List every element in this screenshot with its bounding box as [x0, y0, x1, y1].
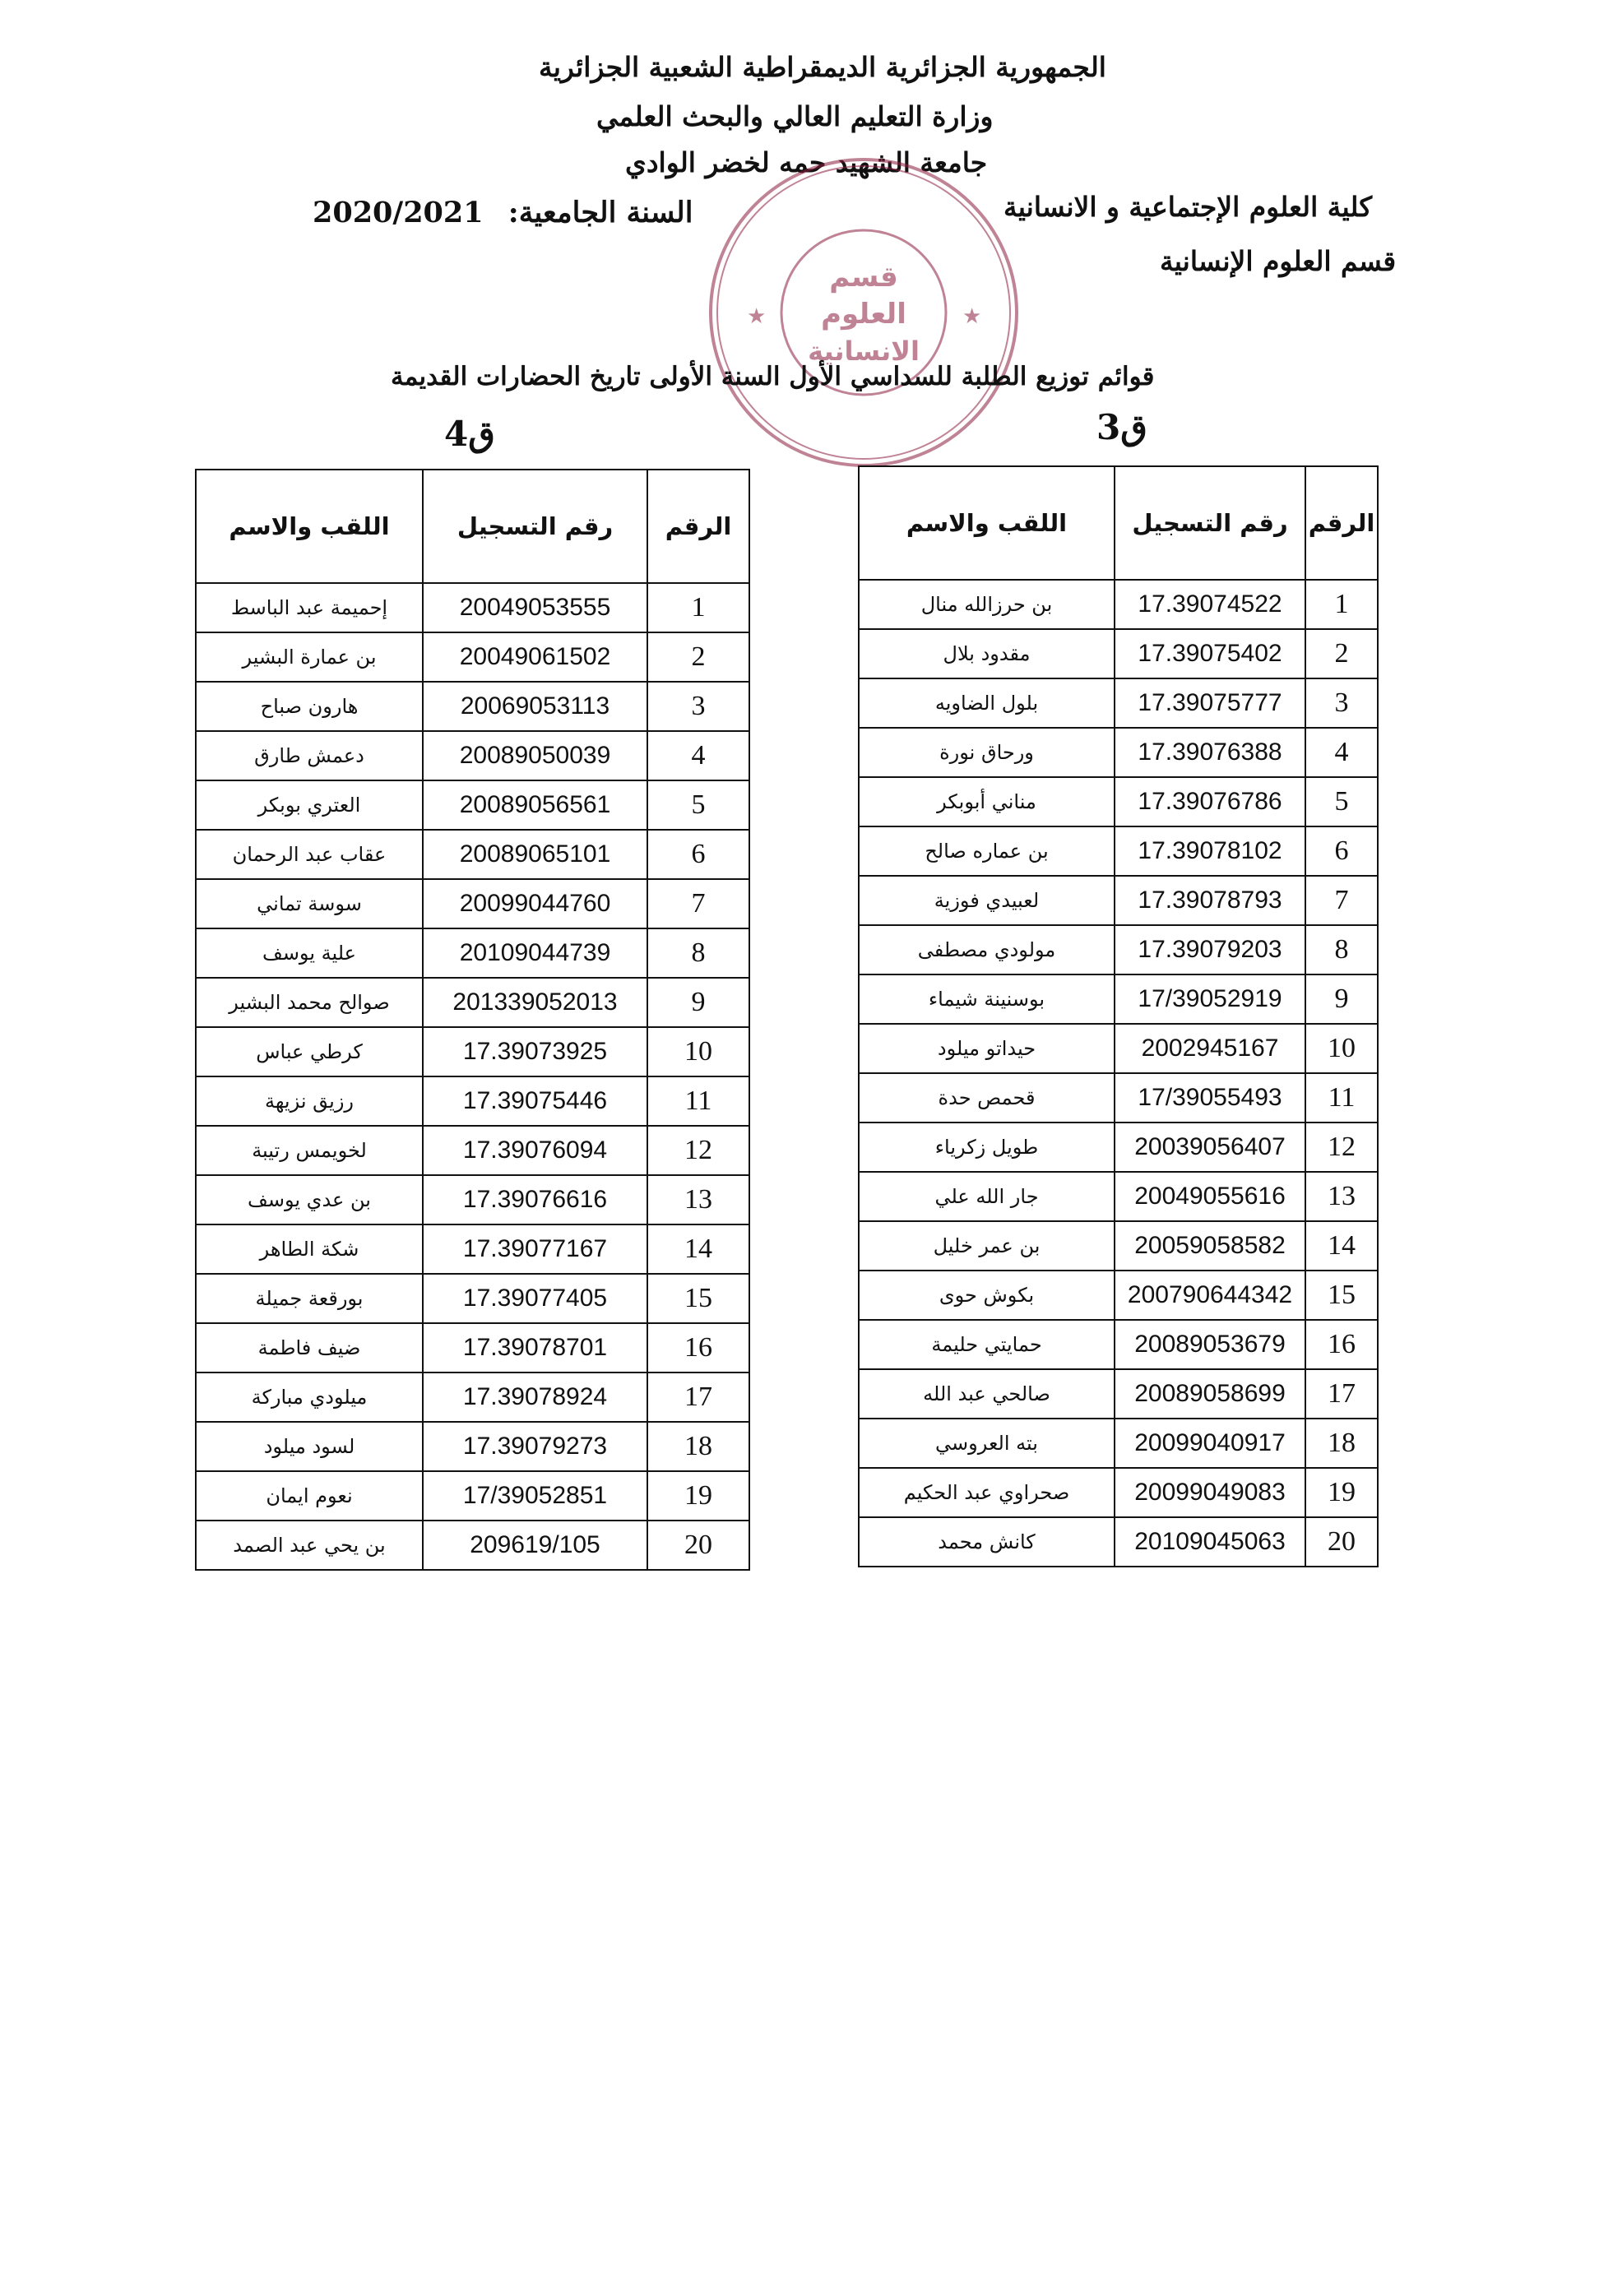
group-3-body — [859, 580, 1378, 1567]
stamp-inner-line2: العلوم — [821, 298, 906, 331]
registration-number: 201339052013 — [423, 978, 647, 1027]
row-number: 4 — [1305, 728, 1378, 777]
col-name-header: اللقب والاسم — [196, 470, 423, 583]
student-name: صحراوي عبد الحكيم — [859, 1468, 1115, 1517]
row-number: 6 — [1305, 826, 1378, 876]
registration-number: 20049053555 — [423, 583, 647, 632]
student-name: كرطي عباس — [196, 1027, 423, 1076]
student-name: شكة الطاهر — [196, 1224, 423, 1274]
registration-number: 20089053679 — [1115, 1320, 1305, 1369]
row-number: 2 — [647, 632, 749, 682]
row-number: 13 — [647, 1175, 749, 1224]
student-name: كانش محمد — [859, 1517, 1115, 1567]
row-number: 20 — [1305, 1517, 1378, 1567]
table-row — [196, 780, 749, 830]
document-title: قوائم توزيع الطلبة للسداسي الأول السنة الأولى تاريخ الحضارات القديمة — [391, 362, 1155, 391]
row-number: 17 — [647, 1373, 749, 1422]
row-number: 11 — [647, 1076, 749, 1126]
registration-number: 20049055616 — [1115, 1172, 1305, 1221]
registration-number: 20089058699 — [1115, 1369, 1305, 1419]
table-row — [859, 1024, 1378, 1073]
stamp-star-right: ★ — [962, 304, 982, 329]
row-number: 5 — [1305, 777, 1378, 826]
row-number: 9 — [1305, 974, 1378, 1024]
row-number: 12 — [1305, 1123, 1378, 1172]
row-number: 3 — [647, 682, 749, 731]
student-name: إحميمة عبد الباسط — [196, 583, 423, 632]
row-number: 18 — [647, 1422, 749, 1471]
row-number: 1 — [1305, 580, 1378, 629]
registration-number: 20089056561 — [423, 780, 647, 830]
row-number: 15 — [1305, 1271, 1378, 1320]
row-number: 16 — [647, 1323, 749, 1373]
table-row — [859, 1468, 1378, 1517]
student-name: بن عماره صالح — [859, 826, 1115, 876]
student-name: جار الله علي — [859, 1172, 1115, 1221]
registration-number: 17.39076388 — [1115, 728, 1305, 777]
student-name: بكوش حوى — [859, 1271, 1115, 1320]
department-stamp — [706, 155, 1022, 470]
table-row — [196, 1422, 749, 1471]
table-row — [196, 928, 749, 978]
col-num-header: الرقم — [647, 470, 749, 583]
table-row — [196, 978, 749, 1027]
registration-number: 20049061502 — [423, 632, 647, 682]
registration-number: 17.39076094 — [423, 1126, 647, 1175]
registration-number: 17/39052851 — [423, 1471, 647, 1521]
table-row — [859, 629, 1378, 678]
group-4-label: ق4 — [444, 414, 495, 454]
group-3-header-row — [859, 466, 1378, 580]
student-name: ورحاق نورة — [859, 728, 1115, 777]
student-name: علية يوسف — [196, 928, 423, 978]
group-4-body — [196, 583, 749, 1570]
registration-number: 17.39074522 — [1115, 580, 1305, 629]
table-row — [859, 728, 1378, 777]
student-name: لخويمس رتيبة — [196, 1126, 423, 1175]
student-name: لسود ميلود — [196, 1422, 423, 1471]
student-name: صالحي عبد الله — [859, 1369, 1115, 1419]
row-number: 10 — [1305, 1024, 1378, 1073]
student-name: بوسنينة شيماء — [859, 974, 1115, 1024]
row-number: 7 — [647, 879, 749, 928]
registration-number: 20089065101 — [423, 830, 647, 879]
registration-number: 20099044760 — [423, 879, 647, 928]
registration-number: 20069053113 — [423, 682, 647, 731]
student-name: بورقعة جميلة — [196, 1274, 423, 1323]
row-number: 10 — [647, 1027, 749, 1076]
group-4-table — [195, 469, 750, 1571]
student-name: قحمص حدة — [859, 1073, 1115, 1123]
row-number: 12 — [647, 1126, 749, 1175]
group-3-table — [858, 465, 1379, 1567]
table-row — [859, 1369, 1378, 1419]
registration-number: 20099049083 — [1115, 1468, 1305, 1517]
registration-number: 20109045063 — [1115, 1517, 1305, 1567]
table-row — [196, 1274, 749, 1323]
row-number: 19 — [1305, 1468, 1378, 1517]
registration-number: 17.39078793 — [1115, 876, 1305, 925]
header-department: قسم العلوم الإنسانية — [1160, 245, 1397, 277]
student-name: نعوم ايمان — [196, 1471, 423, 1521]
table-row — [859, 777, 1378, 826]
student-name: لعبيدي فوزية — [859, 876, 1115, 925]
table-row — [196, 1323, 749, 1373]
table-row — [196, 682, 749, 731]
row-number: 6 — [647, 830, 749, 879]
student-name: حيداتو ميلود — [859, 1024, 1115, 1073]
registration-number: 17.39075777 — [1115, 678, 1305, 728]
col-name-header: اللقب والاسم — [859, 466, 1115, 580]
registration-number: 17.39079203 — [1115, 925, 1305, 974]
registration-number: 209619/105 — [423, 1521, 647, 1570]
student-name: رزيق نزيهة — [196, 1076, 423, 1126]
col-num-header: الرقم — [1305, 466, 1378, 580]
registration-number: 17.39076616 — [423, 1175, 647, 1224]
student-name: مناني أبوبكر — [859, 777, 1115, 826]
table-row — [196, 879, 749, 928]
header-republic: الجمهورية الجزائرية الديمقراطية الشعبية الجزائرية — [539, 51, 1106, 83]
row-number: 8 — [1305, 925, 1378, 974]
stamp-star-left: ★ — [747, 304, 767, 329]
student-name: سوسة تماني — [196, 879, 423, 928]
stamp-inner-line3: الانسانية — [808, 336, 920, 367]
col-reg-header: رقم التسجيل — [423, 470, 647, 583]
registration-number: 20099040917 — [1115, 1419, 1305, 1468]
row-number: 19 — [647, 1471, 749, 1521]
row-number: 7 — [1305, 876, 1378, 925]
student-name: ضيف فاطمة — [196, 1323, 423, 1373]
header-faculty: كلية العلوم الإجتماعية و الانسانية — [1003, 191, 1373, 223]
table-row — [859, 826, 1378, 876]
row-number: 8 — [647, 928, 749, 978]
table-row — [196, 1521, 749, 1570]
row-number: 18 — [1305, 1419, 1378, 1468]
table-row — [196, 1175, 749, 1224]
header-ministry: وزارة التعليم العالي والبحث العلمي — [596, 100, 994, 132]
student-name: بن يحي عبد الصمد — [196, 1521, 423, 1570]
student-name: العتري بوبكر — [196, 780, 423, 830]
student-name: طويل زكرياء — [859, 1123, 1115, 1172]
table-row — [859, 974, 1378, 1024]
table-row — [196, 731, 749, 780]
table-row — [859, 1221, 1378, 1271]
table-row — [859, 1073, 1378, 1123]
registration-number: 17.39077167 — [423, 1224, 647, 1274]
row-number: 4 — [647, 731, 749, 780]
table-row — [859, 1123, 1378, 1172]
registration-number: 17.39073925 — [423, 1027, 647, 1076]
registration-number: 200790644342 — [1115, 1271, 1305, 1320]
table-row — [859, 876, 1378, 925]
table-row — [196, 830, 749, 879]
table-row — [859, 1320, 1378, 1369]
student-name: بن عمر خليل — [859, 1221, 1115, 1271]
student-name: ميلودي مباركة — [196, 1373, 423, 1422]
student-name: عقاب عبد الرحمان — [196, 830, 423, 879]
table-row — [196, 1027, 749, 1076]
student-name: بن حرزالله منال — [859, 580, 1115, 629]
registration-number: 17.39078701 — [423, 1323, 647, 1373]
registration-number: 17.39076786 — [1115, 777, 1305, 826]
table-row — [196, 1224, 749, 1274]
table-row — [859, 1271, 1378, 1320]
row-number: 13 — [1305, 1172, 1378, 1221]
student-name: مولودي مصطفى — [859, 925, 1115, 974]
row-number: 3 — [1305, 678, 1378, 728]
col-reg-header: رقم التسجيل — [1115, 466, 1305, 580]
registration-number: 17/39052919 — [1115, 974, 1305, 1024]
table-row — [196, 583, 749, 632]
registration-number: 20039056407 — [1115, 1123, 1305, 1172]
row-number: 15 — [647, 1274, 749, 1323]
academic-year-label: السنة الجامعية: — [508, 196, 693, 229]
group-3-label: ق3 — [1096, 407, 1147, 447]
row-number: 14 — [1305, 1221, 1378, 1271]
table-row — [196, 1126, 749, 1175]
row-number: 11 — [1305, 1073, 1378, 1123]
student-name: حمايتي حليمة — [859, 1320, 1115, 1369]
header-university: جامعة الشهيد حمه لخضر الوادي — [625, 146, 988, 178]
registration-number: 2002945167 — [1115, 1024, 1305, 1073]
row-number: 1 — [647, 583, 749, 632]
student-name: مقدود بلال — [859, 629, 1115, 678]
row-number: 9 — [647, 978, 749, 1027]
row-number: 17 — [1305, 1369, 1378, 1419]
group-4-header-row — [196, 470, 749, 583]
table-row — [859, 1517, 1378, 1567]
row-number: 16 — [1305, 1320, 1378, 1369]
student-name: دعمش طارق — [196, 731, 423, 780]
table-row — [859, 678, 1378, 728]
student-name: هارون صباح — [196, 682, 423, 731]
registration-number: 20109044739 — [423, 928, 647, 978]
student-name: بلول الضاويه — [859, 678, 1115, 728]
table-row — [859, 925, 1378, 974]
row-number: 14 — [647, 1224, 749, 1274]
student-name: بن عدي يوسف — [196, 1175, 423, 1224]
table-row — [196, 632, 749, 682]
registration-number: 17.39077405 — [423, 1274, 647, 1323]
academic-year-value: 2020/2021 — [313, 196, 484, 229]
registration-number: 17.39078924 — [423, 1373, 647, 1422]
table-row — [196, 1076, 749, 1126]
student-name: بن عمارة البشير — [196, 632, 423, 682]
row-number: 5 — [647, 780, 749, 830]
registration-number: 17.39079273 — [423, 1422, 647, 1471]
registration-number: 20059058582 — [1115, 1221, 1305, 1271]
student-name: بته العروسي — [859, 1419, 1115, 1468]
stamp-inner-line1: قسم — [829, 261, 898, 294]
table-row — [859, 580, 1378, 629]
table-row — [196, 1373, 749, 1422]
table-row — [859, 1419, 1378, 1468]
student-name: صوالح محمد البشير — [196, 978, 423, 1027]
table-row — [196, 1471, 749, 1521]
registration-number: 20089050039 — [423, 731, 647, 780]
registration-number: 17.39078102 — [1115, 826, 1305, 876]
row-number: 20 — [647, 1521, 749, 1570]
academic-year — [313, 196, 693, 229]
registration-number: 17.39075446 — [423, 1076, 647, 1126]
table-row — [859, 1172, 1378, 1221]
registration-number: 17.39075402 — [1115, 629, 1305, 678]
row-number: 2 — [1305, 629, 1378, 678]
registration-number: 17/39055493 — [1115, 1073, 1305, 1123]
